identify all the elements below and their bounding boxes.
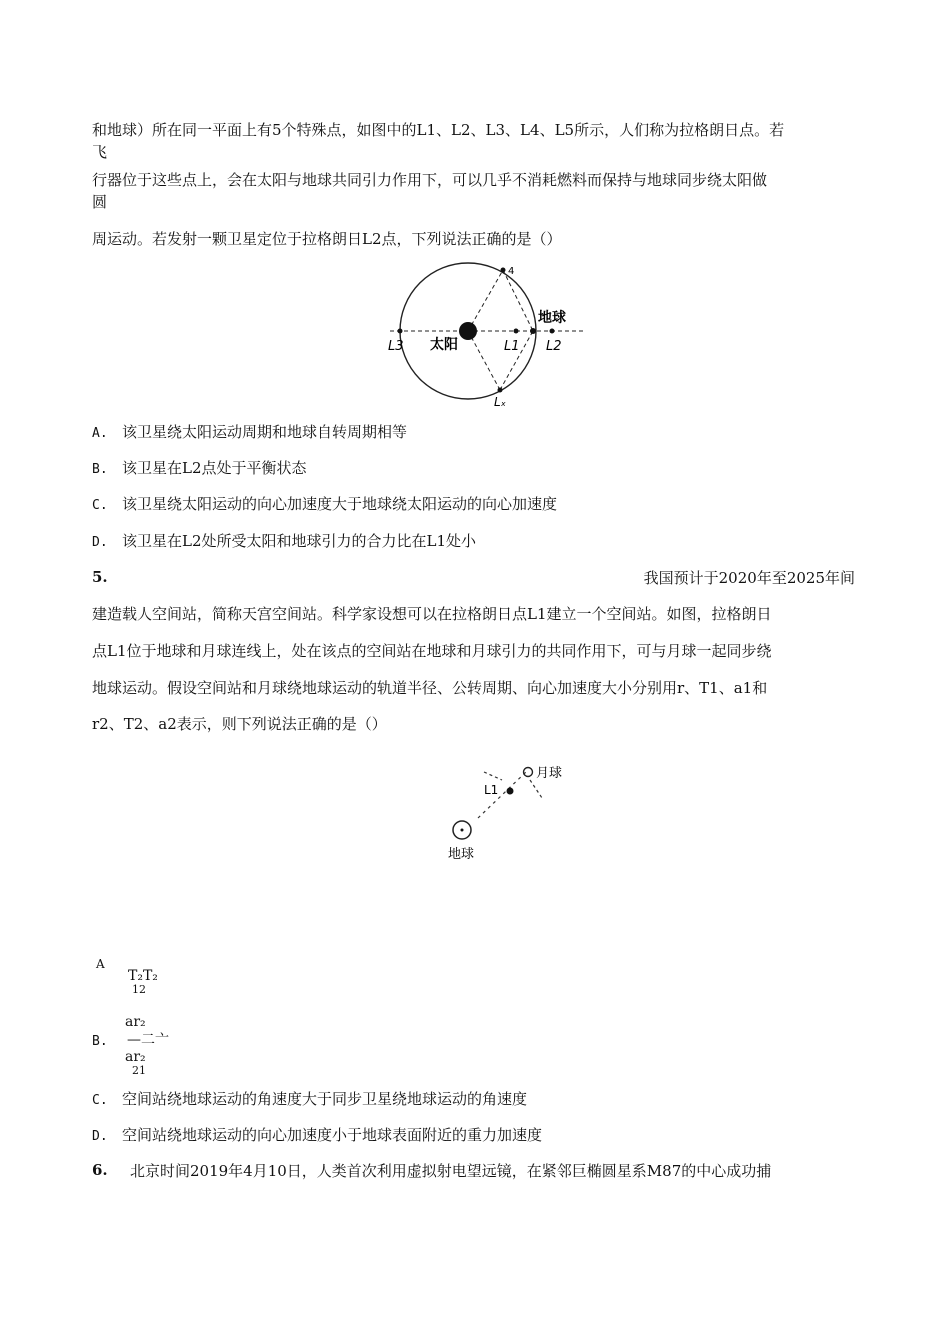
q5-line-4: 地球运动。假设空间站和月球绕地球运动的轨道半径、公转周期、向心加速度大小分别用r、T1、a1和 [92,679,768,697]
l2-dot [550,329,555,334]
l3-dot [398,329,403,334]
q5-number: 5. [92,568,108,586]
sun-label: 太阳 [430,337,458,353]
q5-option-a-label[interactable]: A [96,957,105,971]
q5-option-b-denominator: ar₂ [125,1049,146,1065]
q5-option-b-label[interactable]: B. [92,1034,108,1049]
l4-label: 4 [508,266,515,277]
q5-option-b-sub: 21 [132,1064,146,1077]
q4-option-d[interactable]: D. 该卫星在L2处所受太阳和地球引力的合力比在L1处小 [92,532,477,550]
moon-label: 月球 [536,766,563,781]
l4-line-sun [468,270,503,331]
q5-option-b-numerator: ar₂ [125,1014,146,1030]
q4-option-b[interactable]: B. 该卫星在L2点处于平衡状态 [92,459,307,477]
moon-dot [524,768,533,777]
l3-label: L3 [388,339,404,354]
q5-line-1: 我国预计于2020年至2025年间 [643,569,855,587]
q4-line-1-wrap: 飞 [92,143,108,161]
q5-line-3: 点L1位于地球和月球连线上，处在该点的空间站在地球和月球引力的共同作用下，可与月球一起同步绕 [92,642,772,660]
q4-line-2: 行器位于这些点上，会在太阳与地球共同引力作用下，可以几乎不消耗燃料而保持与地球同步绕太阳做 [92,171,768,189]
station-dot [507,788,514,795]
orbit-dash-1 [484,772,502,780]
earth-moon-figure [440,758,590,868]
q6-number: 6. [92,1161,108,1179]
l1-dot [514,329,519,334]
q5-option-a-sub: 12 [132,983,146,996]
l1-label: L1 [504,339,520,354]
orbit-dash-2 [530,780,542,798]
q6-line-1: 北京时间2019年4月10日，人类首次利用虚拟射电望远镜，在紧邻巨椭圆星系M87的中心成功捕 [130,1162,772,1180]
l2-label: L2 [546,339,562,354]
l5-label: Lₓ [494,395,507,409]
lagrange-figure [380,258,590,413]
q4-option-c[interactable]: C. 该卫星绕太阳运动的向心加速度大于地球绕太阳运动的向心加速度 [92,495,558,513]
earth-label: 地球 [538,310,566,326]
q4-line-3: 周运动。若发射一颗卫星定位于拉格朗日L2点，下列说法正确的是（） [92,230,562,248]
q5-option-c[interactable]: C. 空间站绕地球运动的角速度大于同步卫星绕地球运动的角速度 [92,1090,528,1108]
q4-option-a[interactable]: A. 该卫星绕太阳运动周期和地球自转周期相等 [92,423,408,441]
l4-dot [501,268,506,273]
l1-label: L1 [484,783,499,797]
q5-option-a-expr: T₂T₂ [128,968,158,984]
earth-label: 地球 [448,847,475,862]
q5-option-b-bar: —二亠 [127,1032,169,1048]
q4-line-2-wrap: 圆 [92,193,108,211]
earth-dot [530,328,536,334]
sun-dot [459,322,477,340]
q5-line-5: r2、T2、a2表示，则下列说法正确的是（） [92,715,387,733]
q5-option-d[interactable]: D. 空间站绕地球运动的向心加速度小于地球表面附近的重力加速度 [92,1126,543,1144]
q5-line-2: 建造载人空间站，简称天宫空间站。科学家设想可以在拉格朗日点L1建立一个空间站。如图，拉格朗日 [92,605,772,623]
earth-center [461,829,464,832]
l5-dot [498,388,503,393]
q4-line-1: 和地球）所在同一平面上有5个特殊点，如图中的L1、L2、L3、L4、L5所示，人们称为拉格朗日点。若 [92,121,785,139]
l5-line-sun [468,331,500,390]
